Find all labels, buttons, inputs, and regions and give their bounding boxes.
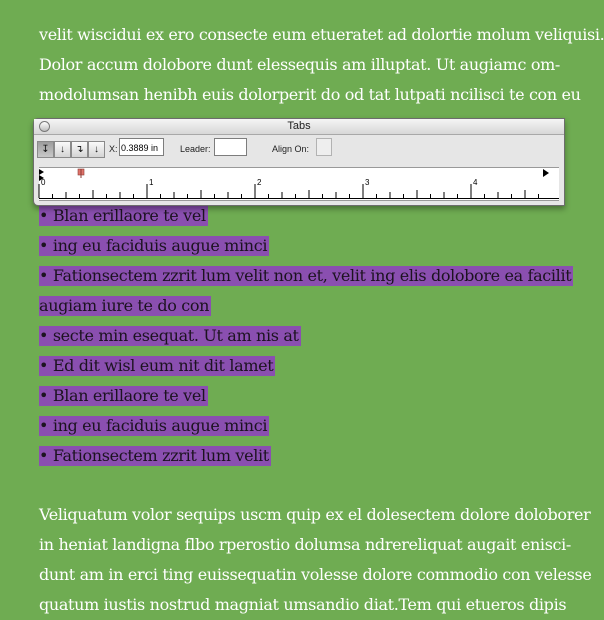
- list-item-text: • secte min esequat. Ut am nis at: [39, 326, 299, 345]
- x-position-input[interactable]: 0.3889 in: [119, 138, 164, 156]
- list-item[interactable]: [39, 231, 549, 261]
- palette-title: Tabs: [287, 120, 311, 132]
- list-item-text: • Fationsectem zzrit lum velit: [39, 446, 269, 465]
- tab-controls: [34, 135, 564, 167]
- ruler-label: 3: [365, 178, 370, 187]
- leader-label: Leader:: [180, 144, 211, 154]
- text-line: velit wiscidui ex ero consecte eum etueratet ad dolortie molum veliquisi.: [39, 25, 604, 44]
- list-item-text: • Blan erillaore te vel: [39, 206, 206, 225]
- text-line: modolumsan henibh euis dolorperit do od tat lutpati ncilisci te con eu: [39, 85, 581, 104]
- list-item-text: • ing eu faciduis augue minci: [39, 236, 268, 255]
- ruler-label: 1: [149, 178, 154, 187]
- left-justified-tab-button[interactable]: ↧: [37, 141, 54, 158]
- palette-titlebar[interactable]: [34, 119, 564, 135]
- tab-stop-marker-icon[interactable]: [78, 169, 84, 178]
- ruler-label: 2: [257, 178, 262, 187]
- list-item-text: • Ed dit wisl eum nit dit lamet: [39, 356, 274, 375]
- list-item[interactable]: [39, 381, 549, 411]
- list-item[interactable]: [39, 441, 549, 471]
- right-justified-tab-button[interactable]: ↴: [71, 141, 88, 158]
- x-label: X:: [109, 144, 118, 154]
- list-item[interactable]: [39, 321, 549, 351]
- list-item-text: • Fationsectem zzrit lum velit non et, velit ing elis dolobore ea facilit: [39, 266, 572, 285]
- align-on-label: Align On:: [272, 144, 310, 154]
- ruler-ticks: [39, 184, 559, 199]
- list-item-text: • Blan erillaore te vel: [39, 386, 206, 405]
- list-item-text: augiam iure te do con: [39, 296, 210, 315]
- text-line: dunt am in erci ting euissequatin volesse dolore commodio con velesse: [39, 565, 592, 584]
- text-line: in heniat landigna flbo rperostio dolumsa ndrereliquat augait enisci-: [39, 535, 571, 554]
- align-on-tab-button[interactable]: ↓: [88, 141, 105, 158]
- text-line: Dolor accum dolobore dunt elessequis am illuptat. Ut augiamc om-: [39, 55, 560, 74]
- list-item[interactable]: [39, 261, 572, 291]
- outro-paragraph: [39, 500, 592, 620]
- tab-ruler[interactable]: [39, 167, 559, 201]
- list-item[interactable]: [39, 411, 549, 441]
- list-item[interactable]: [39, 351, 549, 381]
- ruler-label: 4: [473, 178, 478, 187]
- leader-input[interactable]: [214, 138, 247, 156]
- text-line: Veliquatum volor sequips uscm quip ex el dolesectem dolore doloborer: [39, 505, 591, 524]
- ruler-scale: [39, 168, 559, 200]
- tabs-palette[interactable]: [33, 118, 565, 206]
- center-justified-tab-button[interactable]: ↓: [54, 141, 71, 158]
- right-indent-marker-icon[interactable]: [543, 169, 549, 177]
- selected-bullet-list: [39, 201, 572, 471]
- intro-paragraph: [39, 20, 604, 110]
- ruler-label: 0: [41, 178, 46, 187]
- text-line: quatum iustis nostrud magniat umsandio diat.Tem qui etueros dipis: [39, 595, 567, 614]
- align-on-input[interactable]: [316, 138, 332, 156]
- list-item-text: • ing eu faciduis augue minci: [39, 416, 268, 435]
- list-item[interactable]: [39, 291, 549, 321]
